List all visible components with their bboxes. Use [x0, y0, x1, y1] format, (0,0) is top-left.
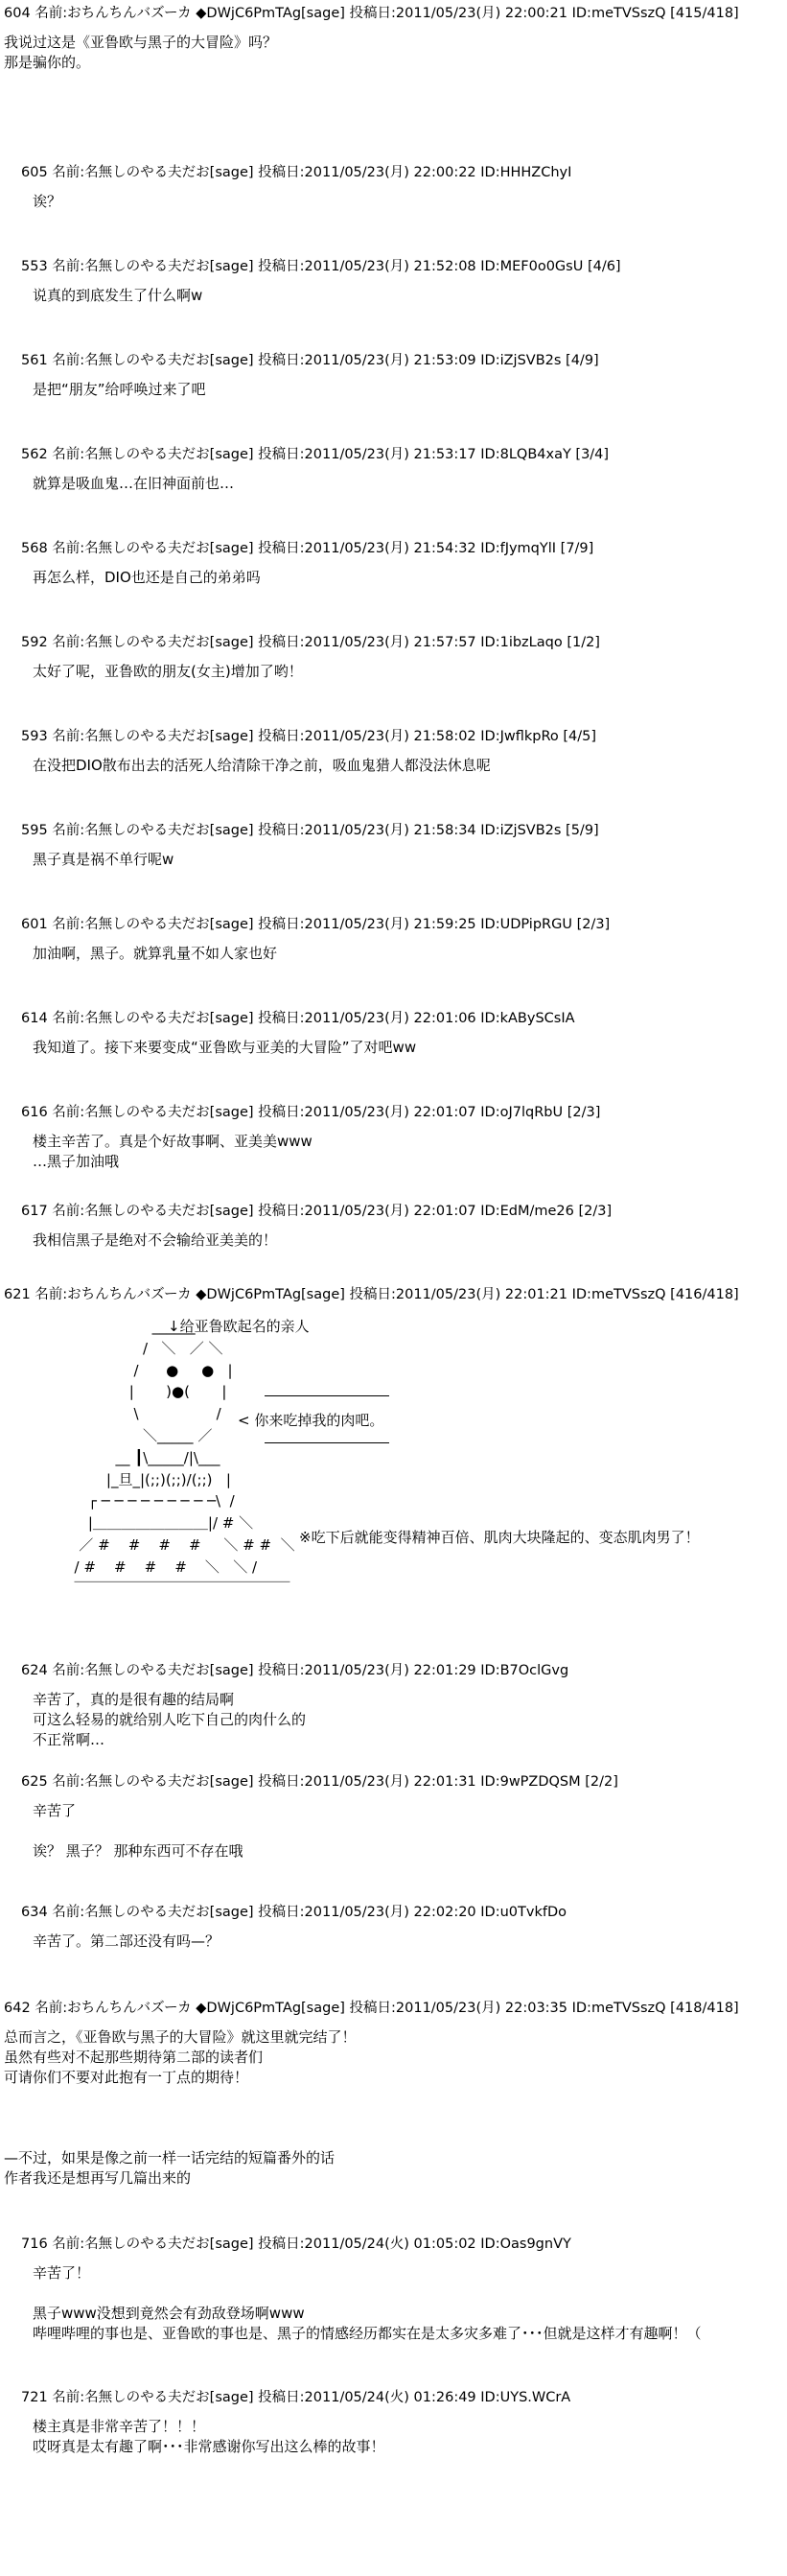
post-line: [4, 2088, 739, 2108]
post-line: 说真的到底发生了什么啊w: [33, 287, 203, 304]
post-body: [33, 474, 609, 494]
post-line: …黑子加油哦: [33, 1153, 120, 1170]
post: [21, 1903, 567, 1952]
post-header: 562 名前:名無しのやる夫だお[sage] 投稿日:2011/05/23(月) 21:53:17 ID:8LQB4xaY [3/4]: [21, 447, 610, 462]
post-header: 553 名前:名無しのやる夫だお[sage] 投稿日:2011/05/23(月) 21:52:08 ID:MEF0o0GsU [4/6]: [21, 259, 621, 274]
post-body: [33, 1690, 568, 1750]
post: [21, 445, 609, 494]
post-body: [33, 662, 600, 682]
post-header: 634 名前:名無しのやる夫だお[sage] 投稿日:2011/05/23(月) 22:02:20 ID:u0TvkfDo: [21, 1905, 567, 1920]
post: [21, 915, 610, 964]
post-line: 总而言之，《亚鲁欧与黑子的大冒险》就这里就完结了！: [4, 2028, 357, 2046]
post: [21, 633, 600, 682]
post-line: 就算是吸血鬼…在旧神面前也…: [33, 475, 235, 492]
post-line: 虽然有些对不起那些期待第二部的读者们: [4, 2049, 264, 2066]
post-body: [33, 1038, 575, 1058]
post: [21, 821, 599, 870]
post-header: 625 名前:名無しのやる夫だお[sage] 投稿日:2011/05/23(月) 22:01:31 ID:9wPZDQSM [2/2]: [21, 1774, 618, 1790]
post-header: 617 名前:名無しのやる夫だお[sage] 投稿日:2011/05/23(月) 22:01:07 ID:EdM/me26 [2/3]: [21, 1204, 613, 1219]
post-line: 哎呀真是太有趣了啊･･･非常感谢你写出这么棒的故事！: [33, 2438, 385, 2455]
post-line: 是把“朋友”给呼唤过来了吧: [33, 381, 206, 398]
post-body: [33, 756, 596, 776]
post-header: 595 名前:名無しのやる夫だお[sage] 投稿日:2011/05/23(月) 21:58:34 ID:iZjSVB2s [5/9]: [21, 823, 599, 838]
post-body: [33, 568, 593, 588]
post-body: [33, 380, 599, 400]
post-line: 可这么轻易的就给别人吃下自己的肉什么的: [33, 1711, 307, 1728]
post-body: [4, 2027, 739, 2189]
post: [21, 163, 571, 212]
post-header: 561 名前:名無しのやる夫だお[sage] 投稿日:2011/05/23(月) 21:53:09 ID:iZjSVB2s [4/9]: [21, 353, 599, 368]
post-body: [33, 944, 610, 964]
post-line: 诶？: [33, 193, 62, 210]
post-header: 601 名前:名無しのやる夫だお[sage] 投稿日:2011/05/23(月) 21:59:25 ID:UDPipRGU [2/3]: [21, 917, 611, 932]
aa-note: ※吃下后就能变得精神百倍、肌肉大块隆起的、变态肌肉男了！: [299, 1529, 700, 1546]
post-line: [33, 2283, 702, 2304]
post-header: 592 名前:名無しのやる夫だお[sage] 投稿日:2011/05/23(月) 21:57:57 ID:1ibzLaqo [1/2]: [21, 635, 600, 650]
post-header: 624 名前:名無しのやる夫だお[sage] 投稿日:2011/05/23(月) 22:01:29 ID:B7OclGvg: [21, 1663, 569, 1678]
post-body: [33, 2263, 702, 2344]
post: [4, 1999, 739, 2189]
post: [4, 4, 739, 73]
aa-title: ↓给亚鲁欧起名的亲人: [168, 1318, 310, 1335]
post-line: 太好了呢，亚鲁欧的朋友(女主)增加了哟！: [33, 663, 303, 680]
post-line: 辛苦了。第二部还没有吗—？: [33, 1932, 220, 1950]
post-body: [33, 192, 571, 212]
post-line: 我相信黑子是绝对不会输给亚美美的！: [33, 1231, 278, 1249]
post-header: 721 名前:名無しのやる夫だお[sage] 投稿日:2011/05/24(火) 01:26:49 ID:UYS.WCrA: [21, 2390, 571, 2405]
post-line: 在没把DIO散布出去的活死人给清除干净之前，吸血鬼猎人都没法休息呢: [33, 757, 491, 774]
ascii-art: ______ / ＼ ／ ＼ / ● ● | | )●( | \ / ＼_____ ／ __ ┃\_____/|\___ |_旦_|(;;)(;;)/(;;) | ┌ ─ ─ ─ ─ ─ ─ ─ ─ ─\ / |＿＿＿＿＿＿＿＿|/ # ＼ ／ # # # # ＼ # # ＼ / # # # # ＼ ＼ / ￣￣￣￣￣￣￣￣￣￣￣￣￣￣￣: [74, 1318, 295, 1598]
post: [21, 539, 593, 588]
post-line: [4, 2108, 739, 2128]
post-header: 621 名前:おちんちんバズーカ ◆DWjC6PmTAg[sage] 投稿日:2011/05/23(月) 22:01:21 ID:meTVSszQ [416/418]: [4, 1287, 739, 1302]
post-body: [33, 1801, 618, 1862]
post-line: 辛苦了！: [33, 2264, 91, 2282]
post-header: 593 名前:名無しのやる夫だお[sage] 投稿日:2011/05/23(月) 21:58:02 ID:JwflkpRo [4/5]: [21, 729, 597, 744]
aa-speech: < 你来吃掉我的肉吧。: [238, 1412, 384, 1429]
post: [21, 1103, 600, 1172]
post-header: 642 名前:おちんちんバズーカ ◆DWjC6PmTAg[sage] 投稿日:2011/05/23(月) 22:03:35 ID:meTVSszQ [418/418]: [4, 2001, 739, 2016]
post: [21, 2388, 570, 2457]
post-line: 我知道了。接下来要变成“亚鲁欧与亚美的大冒险”了对吧ww: [33, 1039, 417, 1056]
post-body: [33, 850, 599, 870]
post: [21, 1009, 575, 1058]
post-header: 616 名前:名無しのやる夫だお[sage] 投稿日:2011/05/23(月) 22:01:07 ID:oJ7lqRbU [2/3]: [21, 1105, 601, 1120]
post-body: [33, 1132, 600, 1172]
post: [21, 257, 621, 306]
post-line: [33, 1821, 618, 1841]
post-line: 楼主真是非常辛苦了！！！: [33, 2418, 206, 2435]
post-line: —不过，如果是像之前一样一话完结的短篇番外的话: [4, 2149, 336, 2166]
post-line: 不正常啊…: [33, 1731, 105, 1748]
post-body: [4, 33, 739, 73]
post-line: [4, 2128, 739, 2148]
post-line: 诶？ 黑子？ 那种东西可不存在哦: [33, 1842, 243, 1860]
post-header: 568 名前:名無しのやる夫だお[sage] 投稿日:2011/05/23(月) 21:54:32 ID:fJymqYlI [7/9]: [21, 541, 594, 556]
post-header: 716 名前:名無しのやる夫だお[sage] 投稿日:2011/05/24(火) 01:05:02 ID:Oas9gnVY: [21, 2236, 571, 2252]
post: [21, 1202, 612, 1251]
post-line: 黑子真是祸不单行呢w: [33, 851, 174, 868]
post-line: 辛苦了: [33, 1802, 77, 1819]
post: [4, 1285, 739, 1305]
post-header: 605 名前:名無しのやる夫だお[sage] 投稿日:2011/05/23(月) 22:00:22 ID:HHHZChyI: [21, 165, 572, 180]
post: [21, 1772, 618, 1862]
post-line: 黑子www没想到竟然会有劲敌登场啊www: [33, 2305, 305, 2322]
post: [21, 727, 596, 776]
post-body: [33, 1230, 612, 1251]
post-line: 辛苦了，真的是很有趣的结局啊: [33, 1691, 235, 1708]
post: [21, 1661, 568, 1750]
post-line: 我说过这是《亚鲁欧与黑子的大冒险》吗？: [4, 34, 278, 51]
post-line: 作者我还是想再写几篇出来的: [4, 2169, 192, 2187]
post-line: 再怎么样，DIO也还是自己的弟弟吗: [33, 569, 261, 586]
post-body: [33, 286, 621, 306]
post-line: 哔哩哔哩的事也是、亚鲁欧的事也是、黑子的情感经历都实在是太多灾多难了･･･但就是这样才有趣啊！（: [33, 2325, 702, 2342]
post-line: 可请你们不要对此抱有一丁点的期待！: [4, 2069, 249, 2086]
post-body: [33, 2417, 570, 2457]
post: [21, 2235, 702, 2344]
post-body: [33, 1932, 567, 1952]
post-line: 楼主辛苦了。真是个好故事啊、亚美美www: [33, 1133, 312, 1150]
post-line: 那是骗你的。: [4, 54, 91, 71]
post-line: 加油啊，黑子。就算乳量不如人家也好: [33, 945, 278, 962]
post: [21, 351, 599, 400]
post-header: 604 名前:おちんちんバズーカ ◆DWjC6PmTAg[sage] 投稿日:2011/05/23(月) 22:00:21 ID:meTVSszQ [415/418]: [4, 6, 739, 21]
post-header: 614 名前:名無しのやる夫だお[sage] 投稿日:2011/05/23(月) 22:01:06 ID:kABySCsIA: [21, 1011, 575, 1026]
